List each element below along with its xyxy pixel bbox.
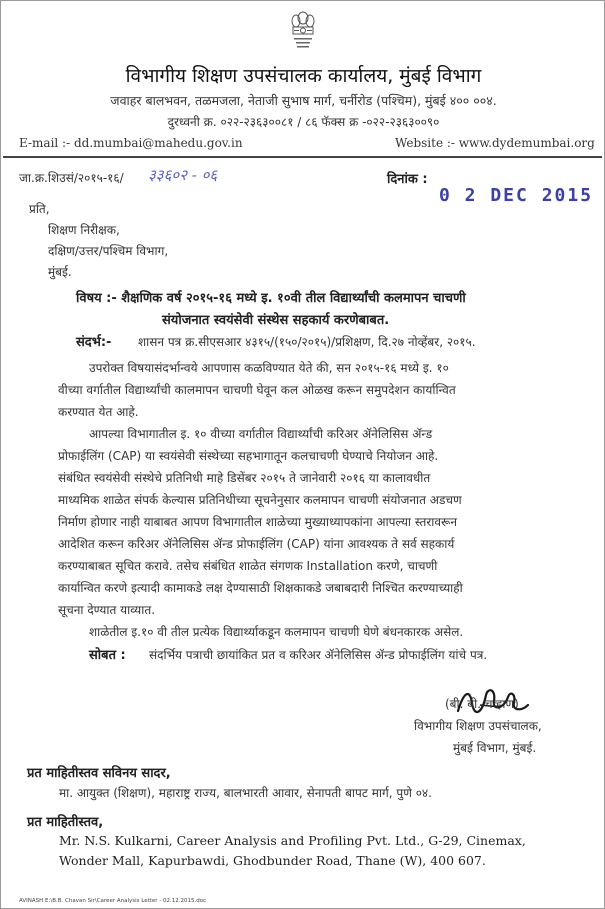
reference-number-handwritten: ३३६०२ - ०६: [148, 166, 218, 184]
body-para2-line7: करण्याबाबत सूचित करावे. तसेच संबंधित शाळेत संगणक Installation करणे, चाचणी: [58, 559, 438, 573]
document-footer-path: AVINASH E:\B.B. Chavan Sir\Career Analysis Letter - 02.12.2015.doc: [19, 898, 207, 904]
recipient-line-3: मुंबई.: [48, 265, 72, 279]
state-emblem-icon: [288, 9, 318, 57]
body-para1-line2: वीच्या वर्गातील विद्यार्थ्यांची कालमापन चाचणी घेवून कल ओळख करून समुपदेशन कार्यान्वित: [58, 383, 456, 397]
enclosure-label: सोबत :: [89, 648, 126, 663]
body-para2-line6: आदेशित करून करिअर ॲनेलिसिस ॲन्ड प्रोफाईलिंग (CAP) यांना आवश्यक ते सर्व सहकार्य: [58, 537, 455, 551]
body-para2-line4: माध्यमिक शाळेत संपर्क केल्यास प्रतिनिधीच्या सूचनेनुसार कलमापन चाचणी संयोजनात अडचण: [58, 493, 462, 507]
recipient-line-2: दक्षिण/उत्तर/पश्चिम विभाग,: [48, 244, 169, 258]
signatory-place: मुंबई विभाग, मुंबई.: [453, 741, 537, 755]
signatory-designation: विभागीय शिक्षण उपसंचालक,: [414, 719, 542, 733]
copy1-heading: प्रत माहितीस्तव सविनय सादर,: [27, 766, 171, 781]
body-para2-line8: कार्यान्वित करणे इत्यादी कामाकडे लक्ष देण्यासाठी शिक्षकाकडे जबाबदारी निश्चित करण्याच्याही: [58, 581, 463, 595]
body-para1-line1: उपरोक्त विषयासंदर्भान्वये आपणास कळविण्यात येते की, सन २०१५-१६ मध्ये इ. १०: [89, 361, 449, 375]
body-para2-line5: निर्माण होणार नाही याबाबत आपण विभागातील शाळेच्या मुख्याध्यापकांना आपल्या स्तरावरून: [58, 515, 458, 529]
copy2-line-1: Mr. N.S. Kulkarni, Career Analysis and Profiling Pvt. Ltd., G-29, Cinemax,: [59, 833, 526, 848]
office-email: E-mail :- dd.mumbai@mahedu.gov.in: [19, 136, 243, 150]
office-phone-fax: दुरध्वनी क्र. ०२२-२३६३००८१ / ८६ फॅक्स क्र -०२२-२३६३००९०: [167, 115, 440, 129]
body-para3: शाळेतील इ.१० वी तील प्रत्येक विद्यार्थ्याकडून कलमापन चाचणी घेणे बंधनकारक असेल.: [89, 625, 464, 639]
subject-line-1: विषय :- शैक्षणिक वर्ष २०१५-१६ मध्ये इ. १०वी तील विद्यार्थ्यांची कलमापन चाचणी: [76, 291, 466, 306]
body-para2-line3: संबंधित स्वयंसेवी संस्थेचे प्रतिनिधी माहे डिसेंबर २०१५ ते जानेवारी २०१६ या कालावधीत: [58, 471, 431, 485]
copy2-heading: प्रत माहितीस्तव,: [27, 815, 104, 830]
date-stamp: 0 2 DEC 2015: [439, 185, 594, 206]
body-para2-line2: प्रोफाईलिंग (CAP) या स्वयंसेवी संस्थेच्या सहभागातून कलचाचणी घेण्याचे नियोजन आहे.: [58, 449, 439, 463]
reference-text: शासन पत्र क्र.सीएसआर ४३१५/(१५०/२०१५)/प्रशिक्षण, दि.२७ नोव्हेंबर, २०१५.: [138, 335, 476, 349]
enclosure-text: संदर्भिय पत्राची छायांकित प्रत व करिअर ॲनेलिसिस ॲन्ड प्रोफाईलिंग यांचे पत्र.: [149, 648, 488, 662]
signatory-name: (बी. बी. चव्हाण): [445, 697, 519, 711]
header-divider: [3, 156, 602, 158]
copy1-text: मा. आयुक्त (शिक्षण), महाराष्ट्र राज्य, बालभारती आवार, सेनापती बापट मार्ग, पुणे ०४.: [59, 786, 432, 800]
body-para2-line1: आपल्या विभागातील इ. १० वीच्या वर्गातील विद्यार्थ्यांची करिअर ॲनेलिसिस ॲन्ड: [89, 427, 433, 441]
reference-number-prefix: जा.क्र.शिउसं/२०१५-१६/: [19, 171, 124, 185]
office-address: जवाहर बालभवन, तळमजला, नेताजी सुभाष मार्ग, चर्नीरोड (पश्चिम), मुंबई ४०० ००४.: [110, 93, 497, 108]
office-website: Website :- www.dydemumbai.org: [395, 136, 595, 150]
body-para1-line3: करण्यात येत आहे.: [58, 405, 139, 419]
date-label: दिनांक :: [387, 172, 428, 187]
reference-label: संदर्भ:-: [76, 335, 112, 350]
copy2-line-2: Wonder Mall, Kapurbawdi, Ghodbunder Road, Thane (W), 400 607.: [59, 853, 486, 868]
recipient-prati: प्रति,: [29, 202, 50, 216]
subject-line-2: संयोजनात स्वयंसेवी संस्थेस सहकार्य करणेबाबत.: [162, 313, 390, 328]
office-name-heading: विभागीय शिक्षण उपसंचालक कार्यालय, मुंबई विभाग: [125, 65, 482, 87]
recipient-line-1: शिक्षण निरीक्षक,: [48, 223, 120, 237]
body-para2-line9: सूचना देण्यात याव्यात.: [58, 603, 156, 617]
